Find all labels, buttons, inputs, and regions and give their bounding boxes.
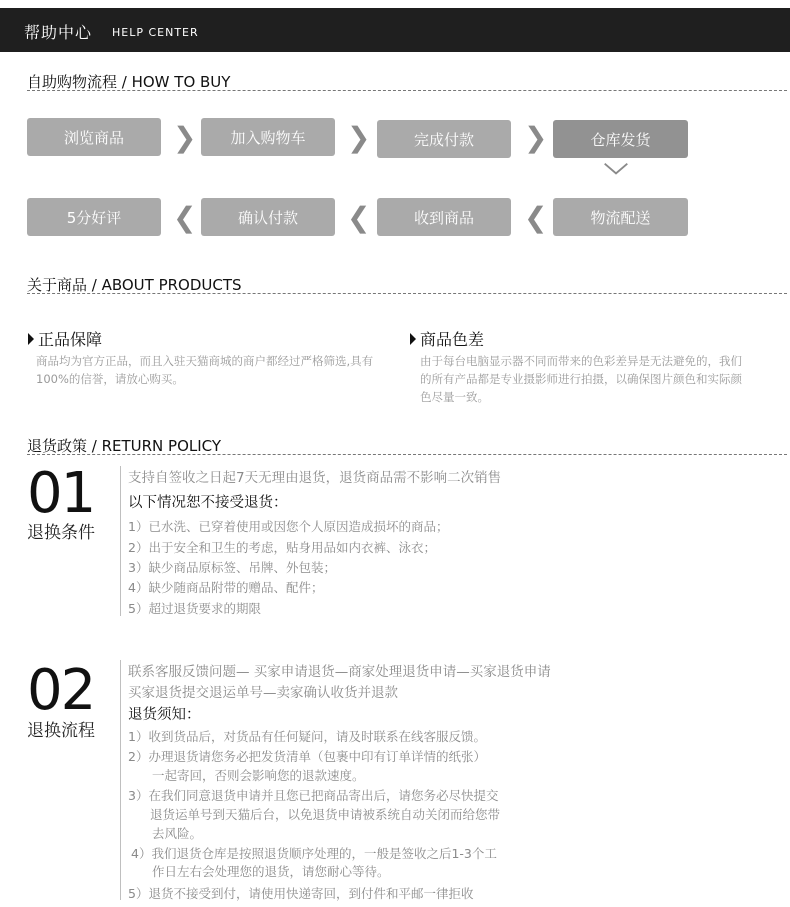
process-item: 5）退货不接受到付，请使用快递寄回，到付件和平邮一律拒收: [128, 886, 474, 901]
arrow-right-icon: ❯: [347, 121, 371, 154]
section-divider: [27, 90, 787, 91]
policy-item: 3）缺少商品原标签、吊牌、外包装；: [128, 560, 336, 575]
step-confirm-payment: 确认付款: [201, 198, 335, 236]
vertical-divider: [120, 660, 121, 900]
feature-text-line: 的所有产品都是专业摄影师进行拍摄，以确保图片颜色和实际颜: [420, 372, 742, 386]
step-pay: 完成付款: [377, 120, 511, 158]
header-title-en: HELP CENTER: [112, 26, 199, 39]
policy-item: 1）已水洗、已穿着使用或因您个人原因造成损坏的商品；: [128, 519, 449, 534]
step-five-star-review: 5分好评: [27, 198, 161, 236]
arrow-left-icon: ❮: [347, 201, 371, 234]
process-item-continued: 作日左右会处理您的退货，请您耐心等待。: [152, 864, 390, 879]
vertical-divider: [120, 466, 121, 616]
process-item: 3）在我们同意退货申请并且您已把商品寄出后，请您务必尽快提交: [128, 788, 499, 803]
process-lead-line: 联系客服反馈问题— 买家申请退货—商家处理退货申请—买家退货申请: [128, 664, 551, 680]
policy-item: 5）超过退货要求的期限: [128, 601, 261, 616]
step-warehouse-ship: 仓库发货: [553, 120, 688, 158]
process-subtitle: 退货须知：: [128, 707, 201, 723]
feature-heading-color: 商品色差: [420, 330, 485, 349]
section-divider: [27, 454, 787, 455]
section-label-conditions: 退换条件: [27, 523, 95, 543]
feature-text-color: [420, 352, 780, 406]
feature-text-line: 商品均为官方正品，而且入驻天猫商城的商户都经过严格筛选,具有: [36, 354, 374, 368]
step-logistics: 物流配送: [553, 198, 688, 236]
section-label-process: 退换流程: [27, 721, 95, 741]
feature-text-genuine: [36, 352, 406, 388]
header-title-zh: 帮助中心: [24, 23, 93, 42]
policy-item: 4）缺少随商品附带的赠品、配件；: [128, 580, 324, 595]
policy-subtitle: 以下情况恕不接受退货：: [128, 495, 288, 511]
how-to-buy-title: 自助购物流程 / HOW TO BUY: [27, 73, 231, 91]
arrow-right-icon: ❯: [173, 121, 197, 154]
feature-text-line: 100%的信誉，请放心购买。: [36, 372, 184, 386]
feature-text-line: 色尽量一致。: [420, 390, 489, 404]
step-browse: 浏览商品: [27, 118, 161, 156]
feature-heading-genuine: 正品保障: [38, 330, 103, 349]
triangle-bullet-icon: [410, 333, 416, 345]
process-item: 1）收到货品后，对货品有任何疑问，请及时联系在线客服反馈。: [128, 729, 486, 744]
policy-lead: 支持自签收之日起7天无理由退货，退货商品需不影响二次销售: [128, 470, 502, 486]
section-number-01: 01: [27, 461, 95, 526]
step-receive-goods: 收到商品: [377, 198, 511, 236]
arrow-left-icon: ❮: [524, 201, 548, 234]
process-item-continued: 退货运单号到天猫后台，以免退货申请被系统自动关闭而给您带: [150, 807, 501, 822]
arrow-down-icon: ﹀: [604, 162, 628, 190]
process-lead-line: 买家退货提交退运单号—卖家确认收货并退款: [128, 685, 398, 701]
about-products-title: 关于商品 / ABOUT PRODUCTS: [27, 276, 242, 294]
section-divider: [27, 293, 787, 294]
feature-text-line: 由于每台电脑显示器不同而带来的色彩差异是无法避免的，我们: [420, 354, 742, 368]
step-add-to-cart: 加入购物车: [201, 118, 335, 156]
process-item: 4）我们退货仓库是按照退货顺序处理的，一般是签收之后1-3个工: [131, 846, 497, 861]
section-number-02: 02: [27, 658, 95, 723]
process-item-continued: 一起寄回，否则会影响您的退款速度。: [152, 768, 365, 783]
process-item: 2）办理退货请您务必把发货清单（包裹中印有订单详情的纸张）: [128, 749, 486, 764]
process-item-continued: 去风险。: [152, 826, 203, 841]
policy-item: 2）出于安全和卫生的考虑，贴身用品如内衣裤、泳衣；: [128, 540, 436, 555]
triangle-bullet-icon: [28, 333, 34, 345]
arrow-left-icon: ❮: [173, 201, 197, 234]
arrow-right-icon: ❯: [524, 121, 548, 154]
help-center-header: [0, 8, 790, 52]
return-policy-title: 退货政策 / RETURN POLICY: [27, 437, 222, 455]
